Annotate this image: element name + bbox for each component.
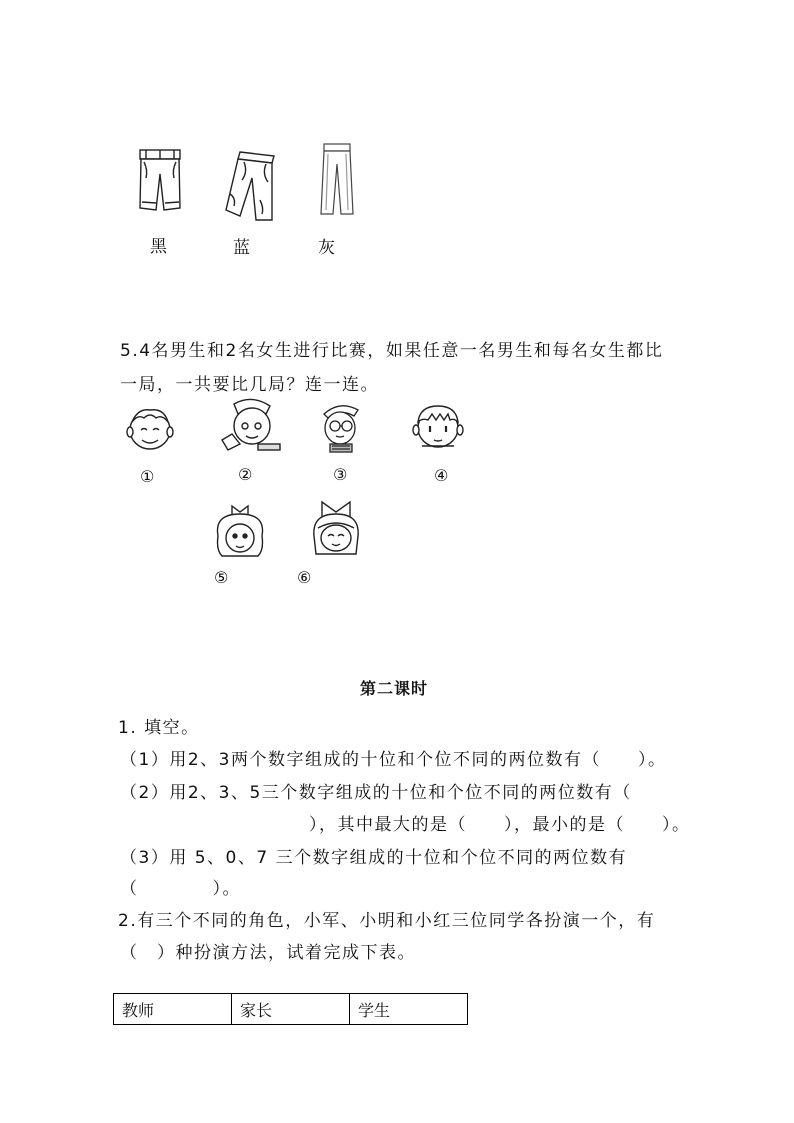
table-header-teacher: 教师: [114, 994, 232, 1025]
q1-part1: （1）用2、3两个数字组成的十位和个位不同的两位数有（ ）。: [120, 750, 667, 770]
table-row: [114, 994, 468, 1025]
table-header-parent: 家长: [232, 994, 350, 1025]
q5-text-line2: 一局，一共要比几局？连一连。: [120, 375, 379, 395]
boy-1-face-image: [122, 402, 178, 454]
boy-4-number: ④: [434, 466, 449, 485]
q1-heading: 1. 填空。: [118, 718, 200, 738]
pants-label-blue: 蓝: [233, 238, 250, 258]
boy-3-number: ③: [333, 465, 348, 484]
q1-part3-line1: （3）用 5、0、7 三个数字组成的十位和个位不同的两位数有: [120, 848, 628, 868]
q1-part3-line2: （ ）。: [120, 879, 241, 899]
boy-2-face-image: [218, 396, 282, 452]
pants-label-gray: 灰: [318, 238, 335, 258]
q1-part2-line2: ），其中最大的是（ ），最小的是（ ）。: [309, 815, 691, 835]
boy-2-number: ②: [238, 465, 253, 484]
girl-6-number: ⑥: [297, 568, 312, 587]
roles-table: [113, 993, 468, 1025]
girl-6-face-image: [308, 498, 364, 558]
q5-text-line1: 5.4名男生和2名女生进行比赛，如果任意一名男生和每名女生都比: [120, 341, 664, 361]
black-pants-image: [136, 148, 186, 216]
girl-5-number: ⑤: [214, 568, 229, 587]
pants-label-black: 黑: [150, 237, 167, 257]
boy-4-face-image: [408, 400, 468, 452]
gray-pants-image: [316, 142, 358, 218]
boy-3-face-image: [314, 400, 370, 456]
blue-pants-image: [222, 150, 280, 222]
boy-1-number: ①: [140, 467, 155, 486]
q1-part2-line1: （2）用2、3、5三个数字组成的十位和个位不同的两位数有（: [120, 783, 632, 803]
q2-text-line2: （ ）种扮演方法，试着完成下表。: [120, 943, 416, 963]
table-header-student: 学生: [350, 994, 468, 1025]
lesson-2-title: 第二课时: [360, 679, 429, 698]
girl-5-face-image: [212, 500, 268, 560]
q2-text-line1: 2.有三个不同的角色，小军、小明和小红三位同学各扮演一个，有: [118, 911, 656, 931]
